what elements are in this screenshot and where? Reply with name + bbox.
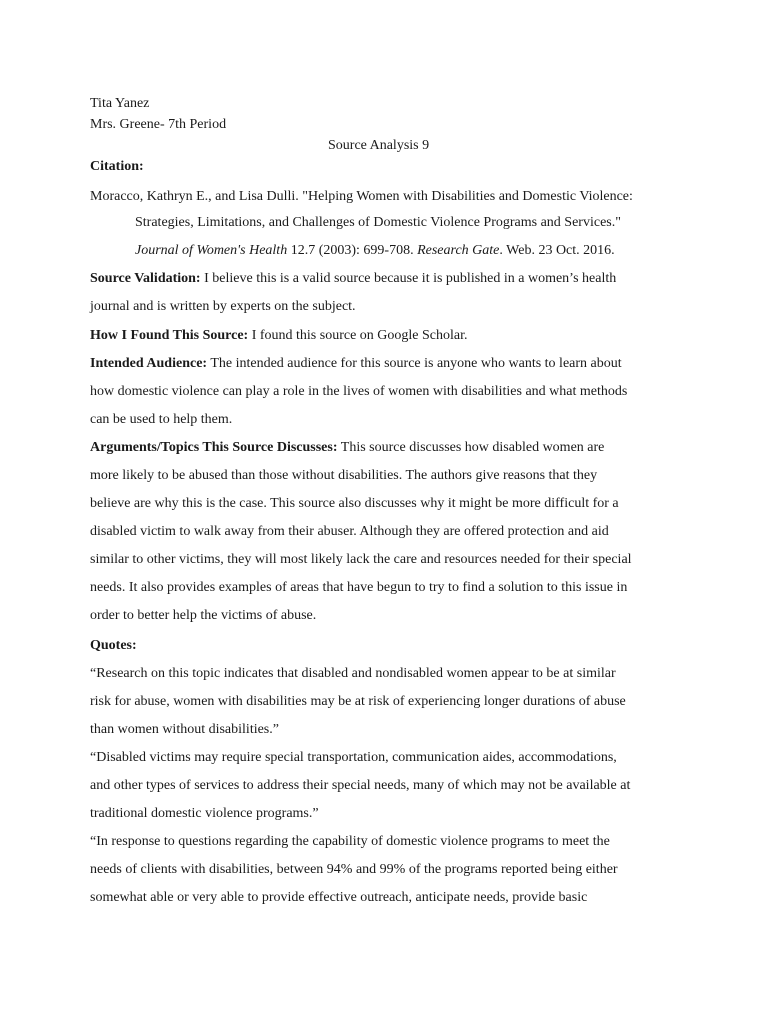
audience-line-1: Intended Audience: The intended audience for this source is anyone who wants to learn about — [90, 356, 622, 371]
arguments-line-7: order to better help the victims of abuse. — [90, 608, 317, 623]
audience-line-2: how domestic violence can play a role in the lives of women with disabilities and what methods — [90, 384, 628, 399]
citation-line-3: Journal of Women's Health 12.7 (2003): 699-708. Research Gate. Web. 23 Oct. 2016. — [135, 243, 615, 258]
arguments-heading: Arguments/Topics This Source Discusses: — [90, 440, 338, 455]
found-heading: How I Found This Source: — [90, 328, 249, 343]
quote-3-line-2: needs of clients with disabilities, between 94% and 99% of the programs reported being either — [90, 862, 618, 877]
arguments-line-5: similar to other victims, they will most likely lack the care and resources needed for their special — [90, 552, 632, 567]
arguments-line-3: believe are why this is the case. This source also discusses why it might be more difficult for a — [90, 496, 619, 511]
validation-line-1: Source Validation: I believe this is a valid source because it is published in a women’s health — [90, 271, 617, 286]
quote-2-line-2: and other types of services to address their special needs, many of which may not be available at — [90, 778, 631, 793]
student-name: Tita Yanez — [90, 96, 150, 111]
quote-3-line-3: somewhat able or very able to provide effective outreach, anticipate needs, provide basic — [90, 890, 588, 905]
citation-heading: Citation: — [90, 159, 144, 174]
quote-1-line-3: than women without disabilities.” — [90, 722, 279, 737]
arguments-line-2: more likely to be abused than those without disabilities. The authors give reasons that they — [90, 468, 598, 483]
teacher-period: Mrs. Greene- 7th Period — [90, 117, 227, 132]
arguments-line-4: disabled victim to walk away from their abuser. Although they are offered protection and aid — [90, 524, 609, 539]
publisher-name: Research Gate — [417, 243, 500, 258]
audience-heading: Intended Audience: — [90, 356, 208, 371]
found-line: How I Found This Source: I found this source on Google Scholar. — [90, 328, 468, 343]
document-title: Source Analysis 9 — [328, 138, 430, 153]
audience-line-3: can be used to help them. — [90, 412, 233, 427]
validation-line-2: journal and is written by experts on the subject. — [90, 299, 356, 314]
citation-line-1: Moracco, Kathryn E., and Lisa Dulli. "Helping Women with Disabilities and Domestic Violence: — [90, 189, 633, 204]
quote-2-line-1: “Disabled victims may require special transportation, communication aides, accommodations, — [90, 750, 617, 765]
quote-1-line-1: “Research on this topic indicates that disabled and nondisabled women appear to be at similar — [90, 666, 616, 681]
arguments-line-6: needs. It also provides examples of areas that have begun to try to find a solution to this issue in — [90, 580, 628, 595]
quote-1-line-2: risk for abuse, women with disabilities may be at risk of experiencing longer durations of abuse — [90, 694, 626, 709]
citation-line-2: Strategies, Limitations, and Challenges of Domestic Violence Programs and Services." — [135, 215, 621, 230]
quote-2-line-3: traditional domestic violence programs.” — [90, 806, 319, 821]
arguments-line-1: Arguments/Topics This Source Discusses: This source discusses how disabled women are — [90, 440, 605, 455]
quote-3-line-1: “In response to questions regarding the capability of domestic violence programs to meet the — [90, 834, 610, 849]
journal-name: Journal of Women's Health — [135, 243, 288, 258]
quotes-heading: Quotes: — [90, 638, 137, 653]
validation-heading: Source Validation: — [90, 271, 201, 286]
